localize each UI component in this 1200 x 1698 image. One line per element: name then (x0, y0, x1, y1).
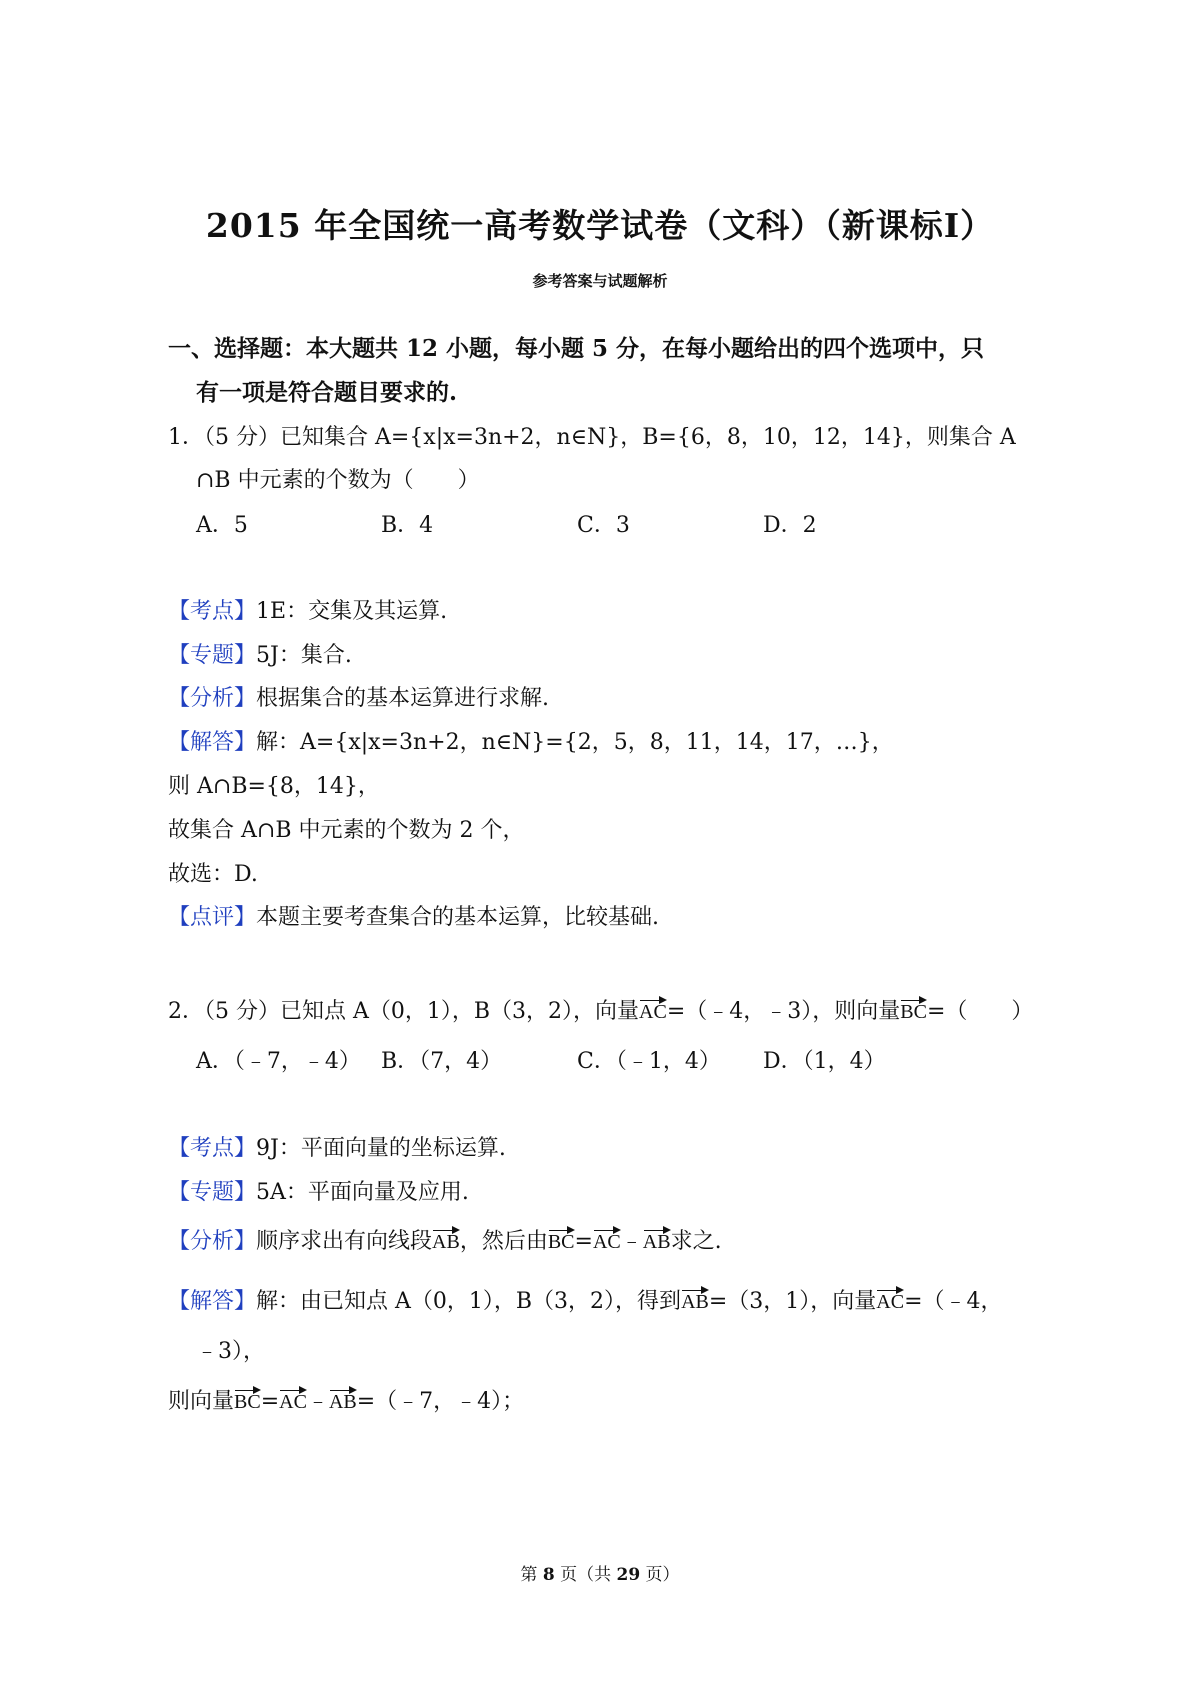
vector-ab: AB (681, 1287, 709, 1314)
footer-mid: 页（共 (554, 1565, 617, 1585)
kaodian-text: 9J：平面向量的坐标运算. (256, 1136, 506, 1161)
q1-solution-line-c: 故选：D. (168, 862, 258, 887)
footer-suffix: 页） (640, 1565, 680, 1585)
footer-prefix: 第 (520, 1565, 543, 1585)
vector-bc: BC (900, 997, 927, 1024)
minus-sign: ﹣ (620, 1229, 643, 1254)
last-part-a: 则向量 (168, 1389, 235, 1414)
fenxi-text: 根据集合的基本运算进行求解. (256, 686, 550, 711)
q2-jieda-line2: ﹣3）， (196, 1339, 265, 1364)
page-number: 8 (542, 1565, 555, 1585)
vector-ab: AB (329, 1387, 357, 1414)
dianping-text: 本题主要考查集合的基本运算，比较基础. (256, 905, 660, 930)
q2-kaodian (168, 1131, 506, 1162)
section-heading-line2: 有一项是符合题目要求的. (196, 379, 458, 406)
kaodian-text: 1E：交集及其运算. (256, 599, 448, 624)
page-subtitle: 参考答案与试题解析 (532, 272, 668, 290)
page-footer (0, 1560, 1200, 1585)
jieda-part-a: 解：由已知点 A（0，1），B（3，2），得到 (256, 1289, 682, 1314)
q1-option-c: C．3 (577, 513, 630, 538)
q2-zhuanti (168, 1175, 469, 1206)
vector-ac: AC (593, 1227, 621, 1254)
equals-sign: = (260, 1389, 280, 1414)
vector-ac: AC (876, 1287, 904, 1314)
q2-option-c: C．（﹣1，4） (577, 1049, 721, 1074)
jieda-part-c: =（﹣4， (904, 1289, 1003, 1314)
q2-stem-part-b: =（﹣4，﹣3），则向量 (666, 999, 901, 1024)
vector-ac: AC (639, 997, 667, 1024)
q1-zhuanti (168, 638, 352, 669)
kaodian-tag: 【考点】 (168, 1136, 257, 1161)
q2-solution-last-line (168, 1384, 524, 1415)
q1-option-b: B．4 (381, 513, 434, 538)
vector-bc: BC (548, 1227, 575, 1254)
fenxi-part-a: 顺序求出有向线段 (256, 1229, 433, 1254)
fenxi-part-c: 求之. (670, 1229, 722, 1254)
section-heading-line1: 一、选择题：本大题共 12 小题，每小题 5 分，在每小题给出的四个选项中，只 (168, 335, 985, 362)
q2-option-b: B．（7，4） (381, 1049, 503, 1074)
page-title: 2015 年全国统一高考数学试卷（文科）（新课标Ⅰ） (205, 206, 995, 245)
zhuanti-tag: 【专题】 (168, 643, 257, 668)
q1-option-d: D．2 (763, 513, 817, 538)
vector-ab: AB (432, 1227, 460, 1254)
q2-stem (168, 994, 1033, 1025)
q1-jieda (168, 725, 894, 756)
q1-stem-line2: ∩B 中元素的个数为（ ） (196, 468, 480, 493)
fenxi-part-b: ，然后由 (459, 1229, 548, 1254)
q1-option-a: A．5 (196, 513, 248, 538)
zhuanti-text: 5A：平面向量及应用. (256, 1180, 469, 1205)
minus-sign: ﹣ (306, 1389, 329, 1414)
q1-solution-line-b: 故集合 A∩B 中元素的个数为 2 个， (168, 818, 525, 843)
q1-solution-line-a: 则 A∩B={8，14}， (168, 774, 380, 799)
vector-ac: AC (279, 1387, 307, 1414)
vector-bc: BC (234, 1387, 261, 1414)
jieda-tag: 【解答】 (168, 730, 257, 755)
zhuanti-text: 5J：集合. (256, 643, 352, 668)
total-pages: 29 (616, 1565, 641, 1585)
q2-jieda (168, 1284, 1003, 1315)
q1-stem-line1: 1．（5 分）已知集合 A={x|x=3n+2，n∈N}，B={6，8，10，12，14}，则集合 A (168, 425, 1016, 450)
zhuanti-tag: 【专题】 (168, 1180, 257, 1205)
dianping-tag: 【点评】 (168, 905, 257, 930)
jieda-part-b: =（3，1），向量 (708, 1289, 877, 1314)
kaodian-tag: 【考点】 (168, 599, 257, 624)
jieda-tag: 【解答】 (168, 1289, 257, 1314)
last-part-b: =（﹣7，﹣4）； (356, 1389, 525, 1414)
jieda-text: 解：A={x|x=3n+2，n∈N}={2，5，8，11，14，17，…}， (256, 730, 894, 755)
q2-fenxi (168, 1224, 722, 1255)
vector-ab: AB (643, 1227, 671, 1254)
fenxi-tag: 【分析】 (168, 686, 257, 711)
q1-kaodian (168, 594, 447, 625)
q2-stem-part-c: =（ ） (926, 999, 1034, 1024)
q2-stem-part-a: 2．（5 分）已知点 A（0，1），B（3，2），向量 (168, 999, 640, 1024)
q2-option-d: D．（1，4） (763, 1049, 886, 1074)
q2-option-a: A．（﹣7，﹣4） (196, 1049, 361, 1074)
equals-sign: = (574, 1229, 593, 1254)
q1-fenxi (168, 681, 549, 712)
q1-dianping (168, 900, 659, 931)
fenxi-tag: 【分析】 (168, 1229, 257, 1254)
